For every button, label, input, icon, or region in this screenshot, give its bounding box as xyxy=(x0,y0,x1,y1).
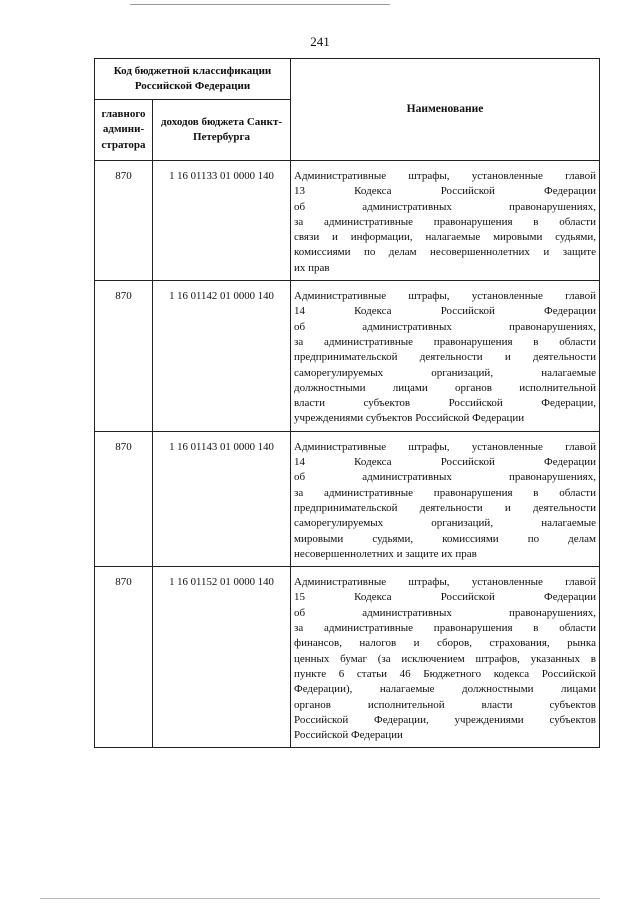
name-line: финансов, налогов и сборов, страхования, рынка xyxy=(294,637,596,650)
name-line: за административные правонарушения в области xyxy=(294,215,596,228)
table-row xyxy=(95,281,600,432)
name-line: Российской Федерации, учреждениями субъектов xyxy=(294,713,596,726)
header-name: Наименование xyxy=(291,59,600,161)
header-group-title: Код бюджетной классификации Российской Федерации xyxy=(95,59,291,100)
name-line: предпринимательской деятельности и деятельности xyxy=(294,501,596,514)
table-body xyxy=(95,161,600,748)
name-line: власти субъектов Российской Федерации, xyxy=(294,397,596,410)
income-code-cell: 1 16 01133 01 0000 140 xyxy=(153,161,291,281)
name-line: пункте 6 статьи 46 Бюджетного кодекса Российской xyxy=(294,667,596,680)
name-cell xyxy=(291,431,600,566)
name-line: Российской Федерации xyxy=(294,729,403,742)
name-line: об административных правонарушениях, xyxy=(294,471,596,484)
name-line: Федерации), налагаемые должностными лицами xyxy=(294,683,596,696)
name-line: их прав xyxy=(294,261,330,274)
name-line: 13 Кодекса Российской Федерации xyxy=(294,185,596,198)
name-line: связи и информации, налагаемые мировыми судьями, xyxy=(294,231,596,244)
name-line: комиссиями по делам несовершеннолетних и защите xyxy=(294,246,596,259)
name-cell xyxy=(291,161,600,281)
name-line: несовершеннолетних и защите их прав xyxy=(294,547,477,560)
name-line: 14 Кодекса Российской Федерации xyxy=(294,456,596,469)
table-row xyxy=(95,567,600,748)
admin-code-cell: 870 xyxy=(95,567,153,748)
income-code-cell: 1 16 01143 01 0000 140 xyxy=(153,431,291,566)
admin-code-cell: 870 xyxy=(95,281,153,432)
name-line: должностными лицами органов исполнительной xyxy=(294,381,596,394)
header-admin: главного админи-стратора xyxy=(95,100,153,161)
name-line: об административных правонарушениях, xyxy=(294,606,596,619)
name-line: Административные штрафы, установленные главой xyxy=(294,290,596,303)
income-code-cell: 1 16 01142 01 0000 140 xyxy=(153,281,291,432)
name-line: 14 Кодекса Российской Федерации xyxy=(294,305,596,318)
table-row xyxy=(95,161,600,281)
name-line: Административные штрафы, установленные главой xyxy=(294,170,596,182)
name-line: Административные штрафы, установленные главой xyxy=(294,440,596,453)
scan-edge-line xyxy=(130,4,390,5)
name-line: предпринимательской деятельности и деятельности xyxy=(294,351,596,364)
income-code-cell: 1 16 01152 01 0000 140 xyxy=(153,567,291,748)
name-line: саморегулируемых организаций, налагаемые xyxy=(294,517,596,530)
name-line: об административных правонарушениях, xyxy=(294,320,596,333)
name-line: об административных правонарушениях, xyxy=(294,200,596,213)
table-row xyxy=(95,431,600,566)
name-cell xyxy=(291,567,600,748)
name-line: органов исполнительной власти субъектов xyxy=(294,698,596,711)
scan-edge-line-bottom xyxy=(40,898,600,899)
name-line: за административные правонарушения в области xyxy=(294,622,596,635)
name-cell xyxy=(291,281,600,432)
page-number: 241 xyxy=(310,34,330,49)
name-line: Административные штрафы, установленные главой xyxy=(294,576,596,589)
name-line: за административные правонарушения в области xyxy=(294,486,596,499)
table-header xyxy=(95,59,600,161)
name-line: учреждениями субъектов Российской Федерации xyxy=(294,412,525,425)
name-line: мировыми судьями, комиссиями по делам xyxy=(294,532,596,545)
name-line: ценных бумаг (за исключением штрафов, указанных в xyxy=(294,652,596,665)
name-line: саморегулируемых организаций, налагаемые xyxy=(294,366,596,379)
budget-classification-table xyxy=(94,58,600,748)
name-line: 15 Кодекса Российской Федерации xyxy=(294,591,596,604)
header-income: доходов бюджета Санкт-Петербурга xyxy=(153,100,291,161)
admin-code-cell: 870 xyxy=(95,161,153,281)
name-line: за административные правонарушения в области xyxy=(294,335,596,348)
admin-code-cell: 870 xyxy=(95,431,153,566)
